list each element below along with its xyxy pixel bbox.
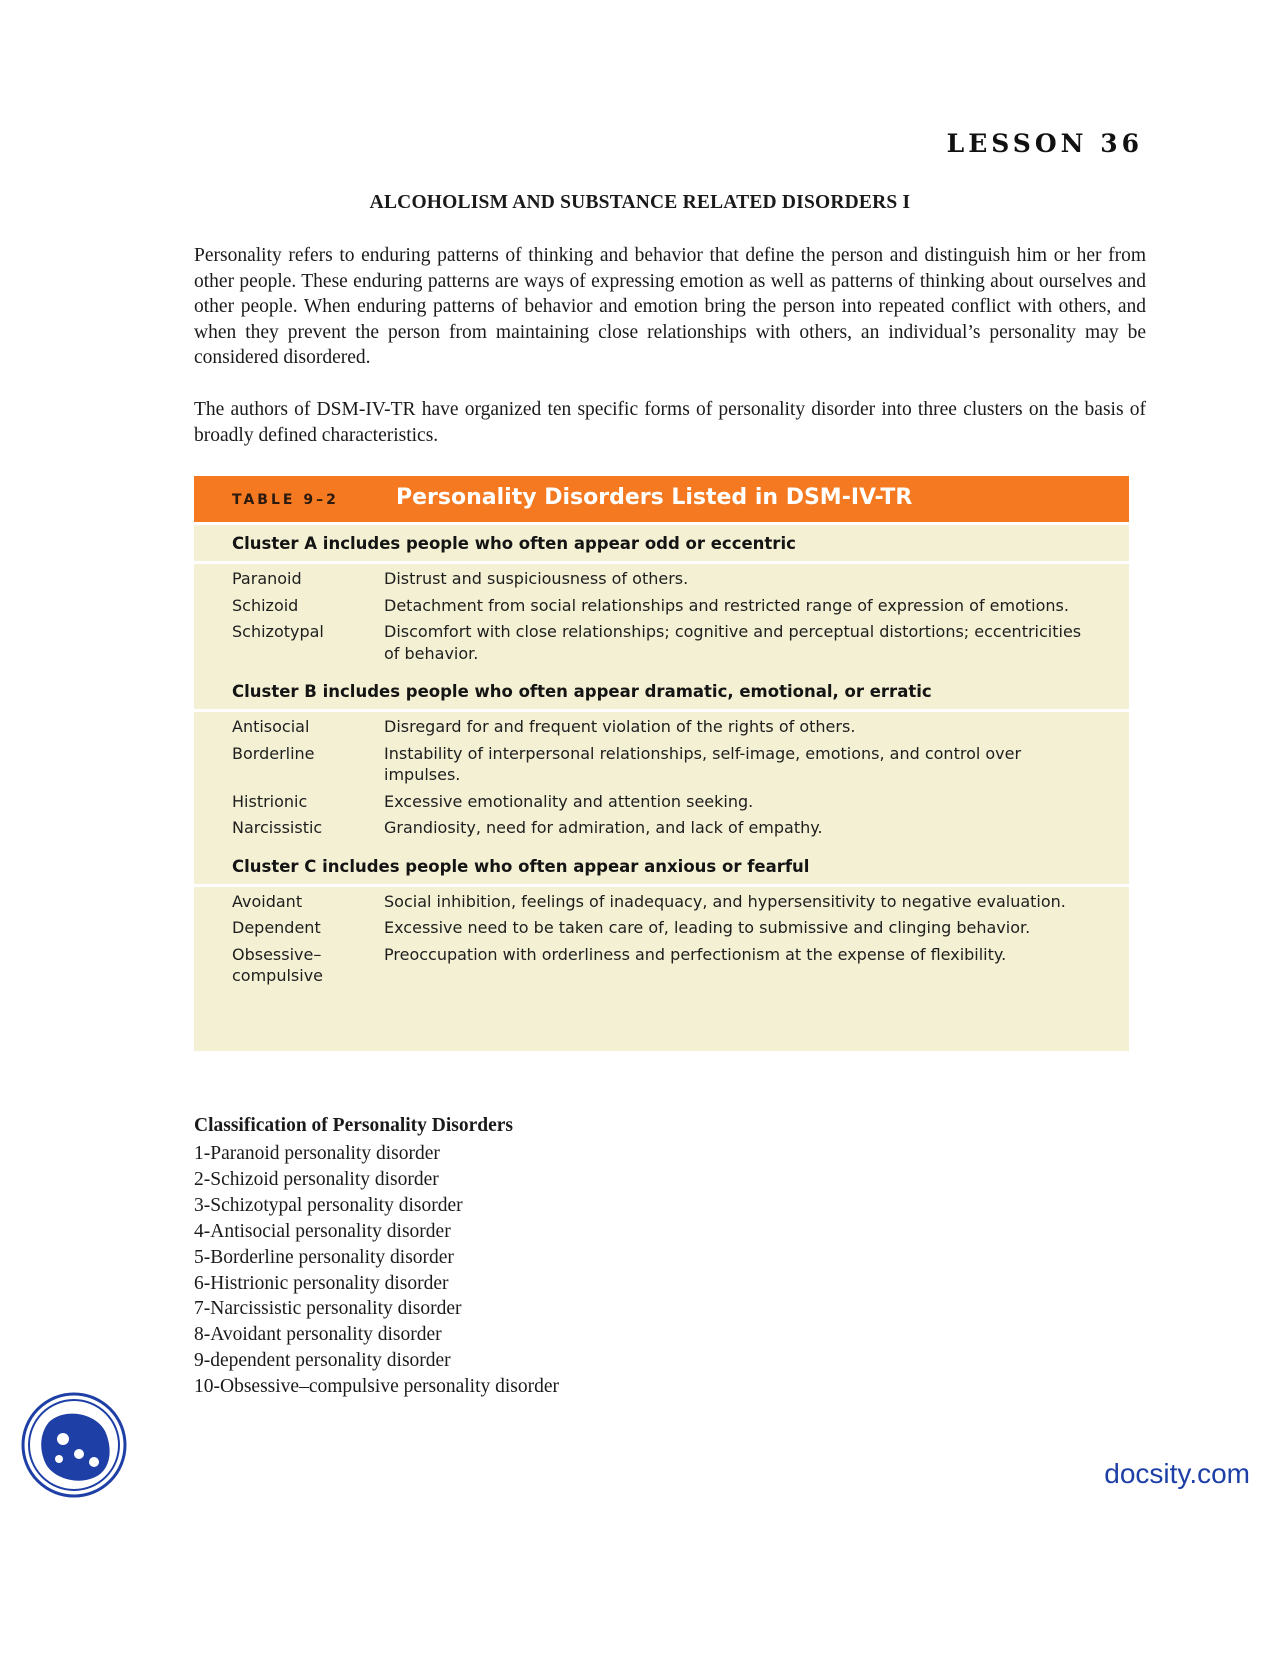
disorder-term: Schizotypal	[232, 622, 324, 641]
disorder-definition: Distrust and suspiciousness of others.	[384, 569, 689, 588]
disorder-term: Obsessive– compulsive	[232, 944, 324, 985]
intro-paragraph: Personality refers to enduring patterns of thinking and behavior that define the person and distinguish him or her from other people. These enduring patterns are ways of expressing emotion as well as patterns of thinking about ourselves and other people. When enduring patterns of behavior and emotion bring the person into repeated conflict with others, and when they prevent the person from maintaining close relationships with others, an individual’s personality may be considered disordered.	[194, 245, 1146, 368]
disorder-term: Histrionic	[232, 791, 308, 811]
table-row	[194, 595, 1129, 617]
cluster-a-rows	[194, 564, 1129, 673]
brand-link[interactable]: docsity.com	[1104, 1458, 1250, 1489]
table-row	[194, 791, 1129, 813]
table-number: TABLE 9–2	[232, 492, 339, 508]
disorder-definition: Instability of interpersonal relationships, self-image, emotions, and control over impulses.	[384, 743, 1022, 784]
table-title: Personality Disorders Listed in DSM-IV-TR	[396, 485, 913, 510]
cluster-c-rows	[194, 887, 1129, 996]
disorder-definition: Preoccupation with orderliness and perfectionism at the expense of flexibility.	[384, 944, 1007, 964]
disorder-definition: Grandiosity, need for admiration, and lack of empathy.	[384, 818, 823, 837]
disorder-definition: Detachment from social relationships and restricted range of expression of emotions.	[384, 595, 1069, 615]
list-item: 6-Histrionic personality disorder	[194, 1272, 449, 1294]
table-row	[194, 944, 1129, 987]
disorder-definition: Excessive emotionality and attention seeking.	[384, 791, 754, 811]
list-item: 3-Schizotypal personality disorder	[194, 1194, 463, 1216]
list-item: 10-Obsessive–compulsive personality disorder	[194, 1376, 560, 1398]
list-item: 8-Avoidant personality disorder	[194, 1324, 442, 1346]
cluster-b-rows	[194, 712, 1129, 848]
table-row	[194, 568, 1129, 590]
personality-disorders-table	[194, 476, 1129, 1051]
cluster-c-heading: Cluster C includes people who often appear anxious or fearful	[194, 848, 1129, 887]
disorder-definition: Disregard for and frequent violation of the rights of others.	[384, 717, 856, 736]
lesson-number: LESSON 36	[946, 129, 1143, 158]
classification-list	[194, 1141, 559, 1400]
list-item: 9-dependent personality disorder	[194, 1350, 451, 1372]
cluster-a-heading: Cluster A includes people who often appear odd or eccentric	[194, 525, 1129, 564]
disorder-term: Schizoid	[232, 595, 299, 615]
list-item: 1-Paranoid personality disorder	[194, 1143, 440, 1164]
list-item: 5-Borderline personality disorder	[194, 1246, 454, 1268]
table-row	[194, 891, 1129, 913]
disorder-term: Avoidant	[232, 891, 303, 911]
disorder-term: Narcissistic	[232, 818, 323, 837]
list-item: 4-Antisocial personality disorder	[194, 1220, 451, 1242]
docsity-logo-icon[interactable]	[21, 1392, 127, 1498]
list-item: 7-Narcissistic personality disorder	[194, 1298, 462, 1320]
table-row	[194, 621, 1129, 664]
clusters-paragraph: The authors of DSM-IV-TR have organized ten specific forms of personality disorder into three clusters on the basis of broadly defined characteristics.	[194, 399, 1146, 446]
table-header	[194, 476, 1129, 525]
disorder-term: Paranoid	[232, 569, 302, 588]
disorder-definition: Social inhibition, feelings of inadequacy, and hypersensitivity to negative evaluation.	[384, 891, 1066, 911]
cluster-b-heading: Cluster B includes people who often appear dramatic, emotional, or erratic	[194, 673, 1129, 712]
list-item: 2-Schizoid personality disorder	[194, 1168, 439, 1190]
disorder-term: Dependent	[232, 918, 321, 937]
disorder-definition: Excessive need to be taken care of, leading to submissive and clinging behavior.	[384, 918, 1031, 937]
document-title: ALCOHOLISM AND SUBSTANCE RELATED DISORDERS I	[369, 192, 911, 213]
table-row	[194, 817, 1129, 839]
disorder-definition: Discomfort with close relationships; cognitive and perceptual distortions; eccentricities of behavior.	[384, 622, 1082, 663]
classification-heading: Classification of Personality Disorders	[194, 1115, 514, 1136]
table-row	[194, 917, 1129, 939]
table-row	[194, 743, 1129, 786]
disorder-term: Borderline	[232, 743, 315, 763]
disorder-term: Antisocial	[232, 717, 310, 736]
table-row	[194, 716, 1129, 738]
